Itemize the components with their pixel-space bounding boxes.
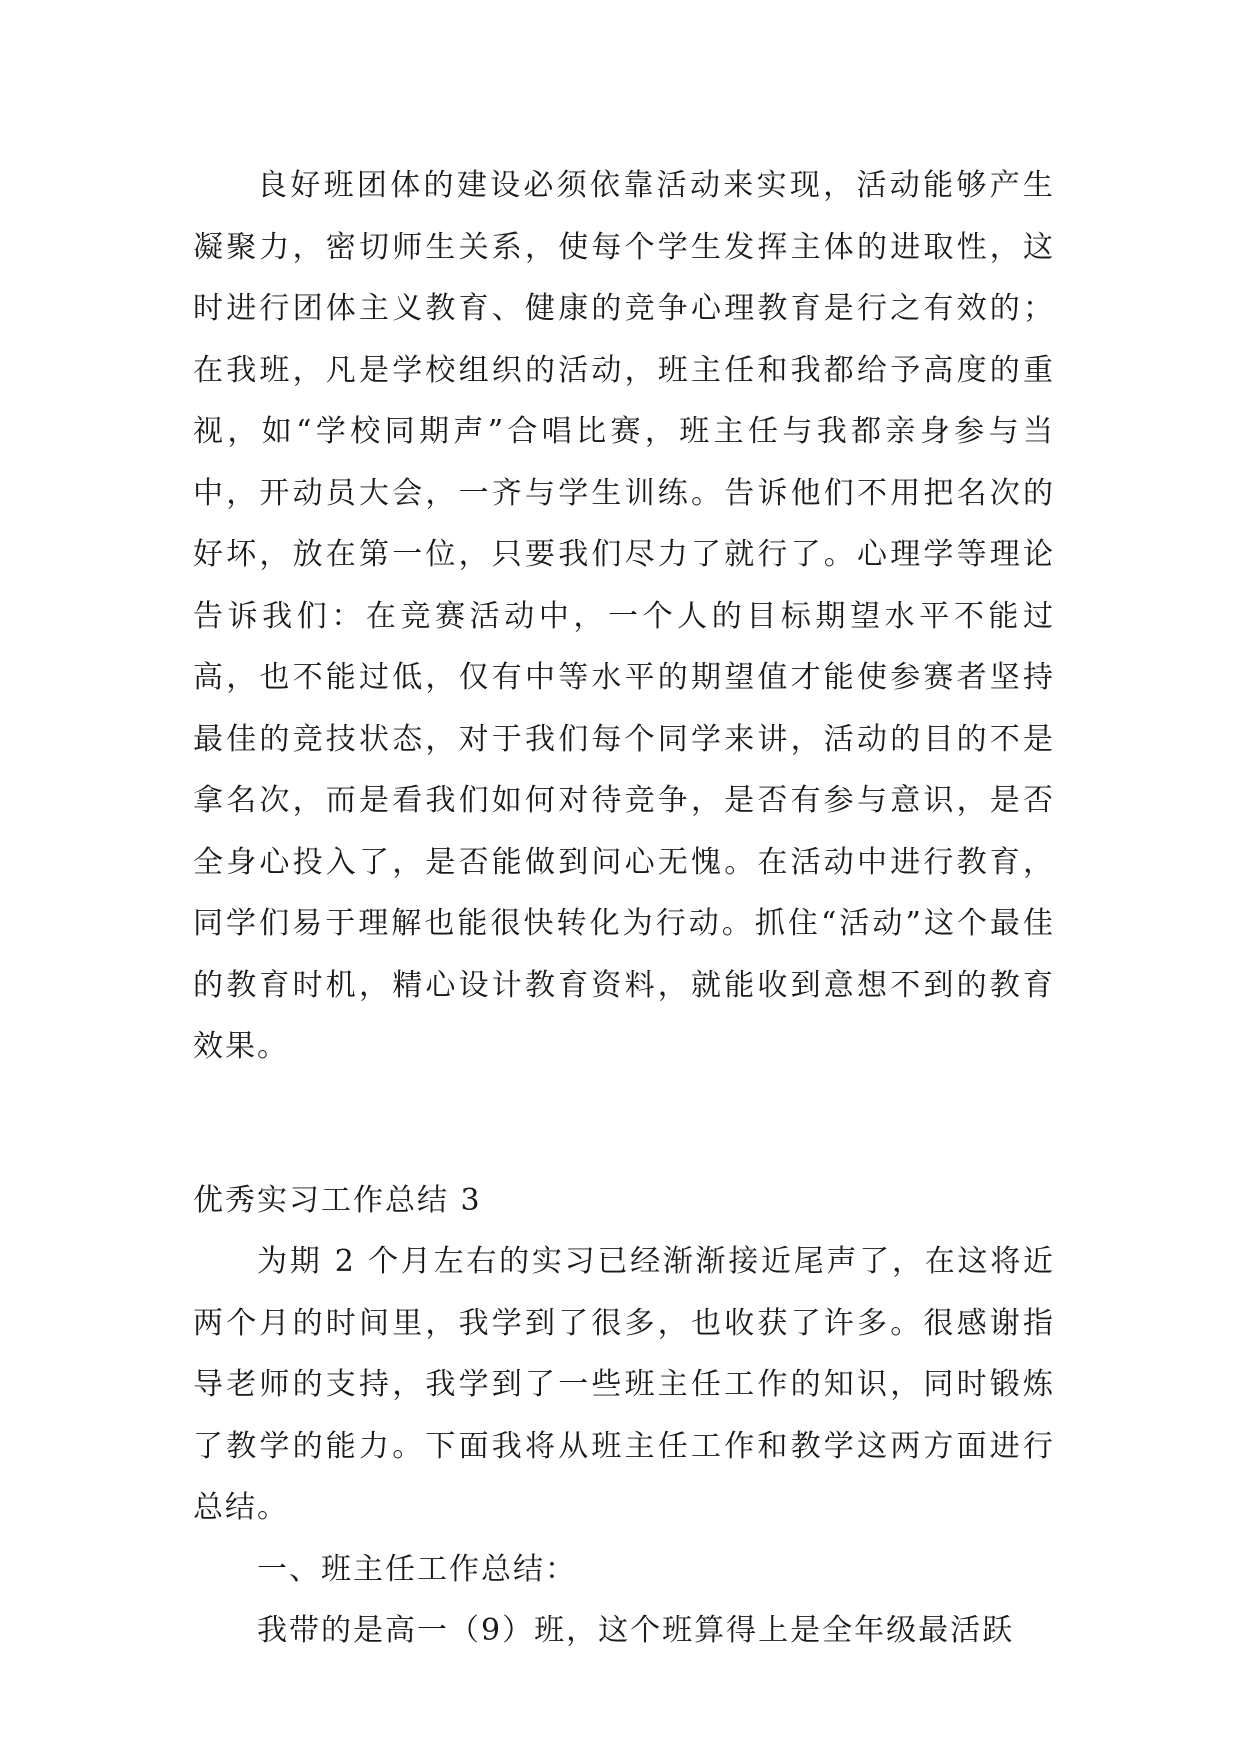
section-title: 优秀实习工作总结 3 xyxy=(193,1182,482,1218)
body-paragraph: 我带的是高一（9）班，这个班算得上是全年级最活跃 xyxy=(257,1613,1015,1648)
document-page xyxy=(193,155,1055,1662)
body-paragraph: 良好班团体的建设必须依靠活动来实现，活动能够产生凝聚力，密切师生关系，使每个学生发挥主体的进取性，这时进行团体主义教育、健康的竞争心理教育是行之有效的；在我班，凡是学校组织的活动，班主任和我都给予高度的重视，如“学校同期声”合唱比赛，班主任与我都亲身参与当中，开动员大会，一齐与学生训练。告诉他们不用把名次的好坏，放在第一位，只要我们尽力了就行了。心理学等理论告诉我们：在竞赛活动中，一个人的目标期望水平不能过高，也不能过低，仅有中等水平的期望值才能使参赛者坚持最佳的竞技状态，对于我们每个同学来讲，活动的目的不是拿名次，而是看我们如何对待竞争，是否有参与意识，是否全身心投入了，是否能做到问心无愧。在活动中进行教育，同学们易于理解也能很快转化为行动。抓住“活动”这个最佳的教育时机，精心设计教育资料，就能收到意想不到的教育效果。 xyxy=(193,168,1055,1064)
body-paragraph: 为期 2 个月左右的实习已经渐渐接近尾声了，在这将近两个月的时间里，我学到了很多，也收获了许多。很感谢指导老师的支持，我学到了一些班主任工作的知识，同时锻炼了教学的能力。下面我将从班主任工作和教学这两方面进行总结。 xyxy=(193,1244,1055,1525)
subheading: 一、班主任工作总结： xyxy=(257,1551,577,1587)
paragraph-gap xyxy=(193,1078,1055,1170)
